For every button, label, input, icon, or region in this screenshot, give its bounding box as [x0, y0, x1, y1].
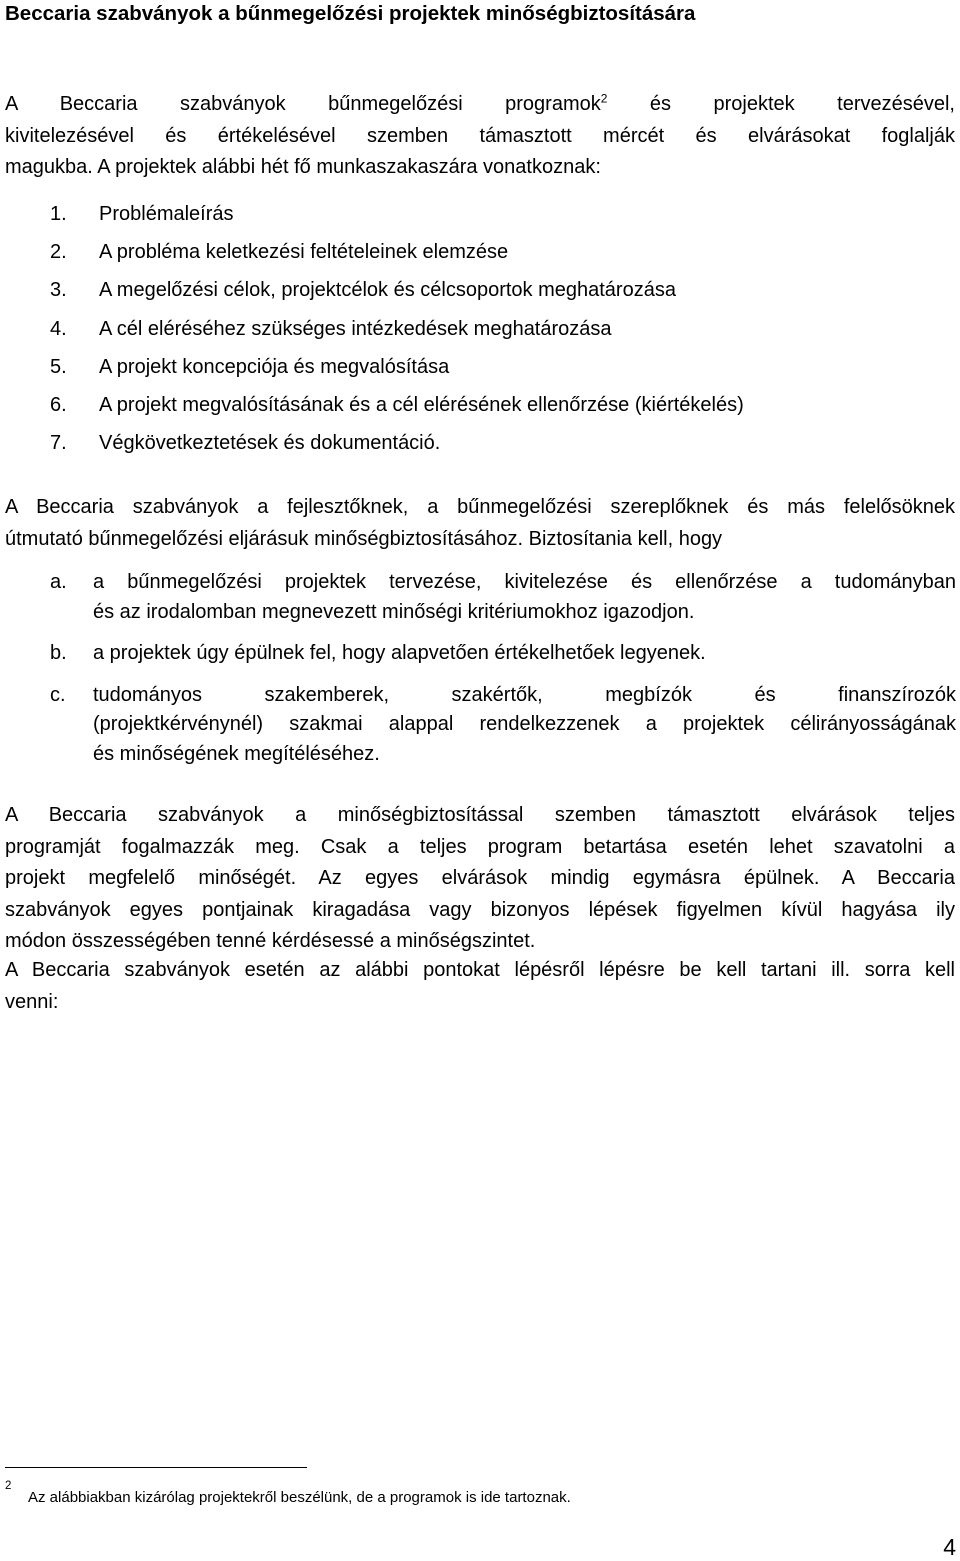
phase-list-item	[50, 275, 744, 313]
phase-list-item	[50, 428, 744, 466]
intro-line-2: kivitelezésével és értékelésével szemben támasztott mércét és elvárásokat foglalják	[5, 124, 955, 147]
phase-text: Problémaleírás	[99, 203, 234, 225]
phase-text: A megelőzési célok, projektcélok és célcsoportok meghatározása	[99, 279, 676, 302]
requirement-line: a projektek úgy épülnek fel, hogy alapvetően értékelhetőek legyenek.	[93, 642, 706, 664]
requirement-line: és minőségének megítéléséhez.	[93, 742, 380, 765]
requirement-line: a bűnmegelőzési projektek tervezése, kivitelezése és ellenőrzése a tudományban	[93, 571, 956, 593]
phase-list-item	[50, 390, 744, 428]
phase-list	[50, 199, 744, 466]
phase-text: A projekt megvalósításának és a cél elérésének ellenőrzése (kiértékelés)	[99, 393, 744, 416]
document-title: Beccaria szabványok a bűnmegelőzési projektek minőségbiztosítására	[5, 2, 696, 25]
program-line: programját fogalmazzák meg. Csak a teljes program betartása esetén lehet szavatolni a	[5, 835, 955, 858]
footnote-text: Az alábbiakban kizárólag projektekről beszélünk, de a programok is ide tartoznak.	[28, 1489, 571, 1506]
guide-line-2: útmutató bűnmegelőzési eljárásuk minőségbiztosításához. Biztosítania kell, hogy	[5, 527, 723, 550]
phase-text: Végkövetkeztetések és dokumentáció.	[99, 432, 441, 455]
intro-line-3: magukba. A projektek alábbi hét fő munkaszakaszára vonatkoznak:	[5, 156, 601, 178]
requirement-text	[93, 568, 956, 627]
requirement-text	[93, 639, 956, 669]
phase-number: 1.	[50, 203, 67, 225]
program-line: projekt megfelelő minőségét. Az egyes elvárások mindig egymásra épülnek. A Beccaria	[5, 867, 955, 889]
phase-text: A cél eléréséhez szükséges intézkedések meghatározása	[99, 317, 612, 340]
phase-list-item	[50, 352, 744, 390]
program-line: A Beccaria szabványok a minőségbiztosítással szemben támasztott elvárások teljes	[5, 804, 955, 826]
requirement-letter: b.	[50, 642, 67, 664]
requirement-line: tudományos szakemberek, szakértők, megbízók és finanszírozók	[93, 683, 956, 706]
footnote-separator	[5, 1467, 307, 1468]
phase-number: 4.	[50, 317, 67, 340]
requirement-item	[50, 568, 956, 627]
requirement-text	[93, 681, 956, 770]
intro-paragraph	[5, 89, 955, 184]
requirement-letter: c.	[50, 683, 66, 706]
closing-line-1: A Beccaria szabványok esetén az alábbi pontokat lépésről lépésre be kell tartani ill. sorra kell	[5, 959, 955, 981]
intro-line-1-text: A Beccaria szabványok bűnmegelőzési programok	[5, 93, 601, 115]
closing-line-2: venni:	[5, 990, 59, 1013]
requirement-item	[50, 681, 956, 770]
footnote-mark: 2	[5, 1480, 12, 1492]
phase-text: A projekt koncepciója és megvalósítása	[99, 355, 450, 378]
page-number: 4	[943, 1534, 956, 1560]
requirement-letter: a.	[50, 571, 67, 593]
phase-list-item	[50, 314, 744, 352]
guide-paragraph	[5, 492, 955, 555]
intro-line-1-rest: és projektek tervezésével,	[607, 93, 955, 115]
requirement-line: (projektkérvénynél) szakmai alappal rendelkezzenek a projektek célirányosságának	[93, 713, 956, 735]
phase-list-item	[50, 237, 744, 275]
footnote-reference[interactable]: 2	[600, 91, 608, 106]
phase-number: 5.	[50, 355, 67, 378]
phase-number: 3.	[50, 279, 67, 302]
requirement-item	[50, 639, 956, 669]
phase-number: 2.	[50, 241, 67, 264]
requirement-line: és az irodalomban megnevezett minőségi kritériumokhoz igazodjon.	[93, 600, 695, 623]
phase-number: 7.	[50, 432, 67, 455]
requirement-list	[50, 568, 956, 769]
program-line: módon összességében tenné kérdésessé a minőségszintet.	[5, 930, 536, 952]
program-line: szabványok egyes pontjainak kiragadása vagy bizonyos lépések figyelmen kívül hagyása ily	[5, 898, 955, 921]
closing-paragraph	[5, 955, 955, 1018]
guide-line-1: A Beccaria szabványok a fejlesztőknek, a bűnmegelőzési szereplőknek és más felelősöknek	[5, 496, 955, 518]
phase-list-item	[50, 199, 744, 237]
intro-line-1	[5, 89, 955, 121]
phase-number: 6.	[50, 393, 67, 416]
phase-text: A probléma keletkezési feltételeinek elemzése	[99, 241, 509, 264]
program-paragraph	[5, 800, 955, 958]
